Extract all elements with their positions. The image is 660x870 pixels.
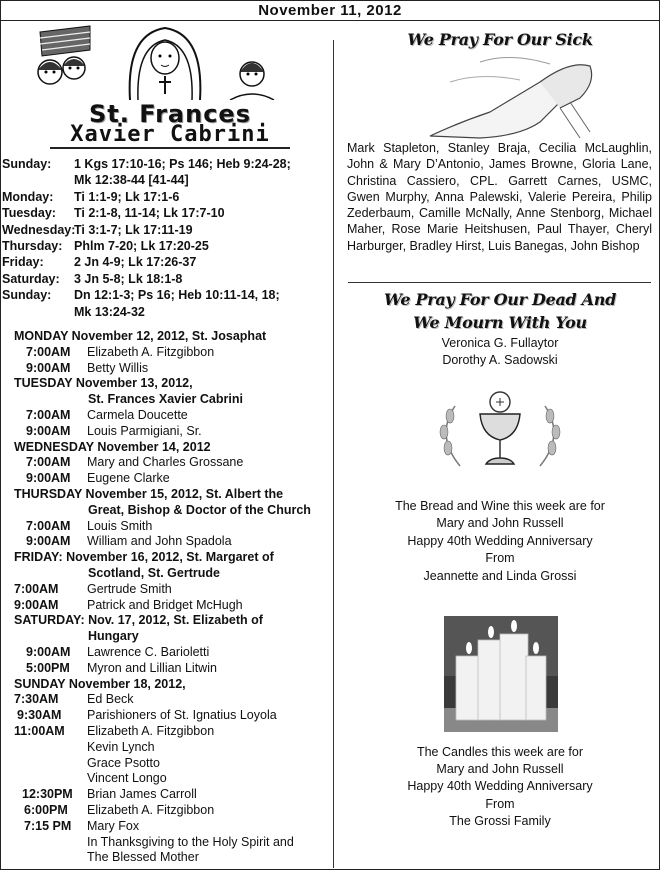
mass-entry — [14, 408, 332, 424]
reading-text: 2 Jn 4-9; Lk 17:26-37 — [74, 255, 197, 270]
mass-intention: Vincent Longo — [87, 771, 167, 786]
dedication-line: Happy 40th Wedding Anniversary — [407, 533, 593, 548]
reading-day: Saturday: — [2, 271, 60, 286]
mass-time: 9:30AM — [17, 708, 62, 723]
mass-entry — [14, 598, 332, 614]
reading-day: Sunday: — [2, 157, 52, 171]
reading-day: Tuesday: — [2, 206, 56, 221]
mass-time: 11:00AM — [14, 723, 65, 738]
sick-names-list: Mark Stapleton, Stanley Braja, Cecilia McLaughlin, John & Mary D’Antonio, James Browne, Gloria Lane, Christina Cassiero, CPL. Garrett Carnes, USMC, Gwen Murphy, Anna Palewski, Valerie Pereira, Philip Zederbaum, Camille McNally, Anne Stenborg, Michael Maher, Rose Marie Heitshusen, Paul Thayer, Cheryl Harburger, Bradley Hirst, Luis Banegas, John Bishop — [347, 141, 652, 253]
mass-time: 7:00AM — [14, 581, 59, 596]
logo-underline — [50, 147, 290, 149]
reading-text: Mk 12:38-44 [41-44] — [74, 173, 189, 188]
reading-row — [2, 156, 332, 189]
mass-day-heading: THURSDAY November 15, 2012, St. Albert the Great, Bishop & Doctor of the Church — [14, 486, 311, 517]
reading-row — [2, 238, 332, 254]
mass-entry — [14, 708, 332, 724]
reading-row — [2, 271, 332, 287]
mass-entry — [14, 692, 332, 708]
mass-intention: Lawrence C. Barioletti — [87, 644, 210, 659]
column-divider — [333, 40, 334, 868]
mass-intention: Gertrude Smith — [87, 581, 172, 596]
mass-day-heading: FRIDAY: November 16, 2012, St. Margaret of Scotland, St. Gertrude — [14, 550, 274, 580]
reading-text: 1 Kgs 17:10-16; Ps 146; Heb 9:24-28; — [74, 157, 291, 171]
dedication-line: Mary and John Russell — [436, 516, 564, 531]
reading-text: 3 Jn 5-8; Lk 18:1-8 — [74, 271, 183, 286]
mass-time: 9:00AM — [26, 423, 71, 438]
mass-intention: Ed Beck — [87, 692, 134, 707]
mass-entry — [14, 661, 332, 677]
mass-time: 7:00AM — [26, 407, 71, 422]
dead-heading-line1: We Pray For Our Dead And — [383, 290, 617, 309]
mass-entry — [14, 724, 332, 740]
mass-entry — [14, 803, 332, 819]
bread-and-wine-dedication — [340, 498, 660, 585]
mass-time: 9:00AM — [26, 360, 71, 375]
mass-time: 12:30PM — [22, 787, 73, 802]
dedication-line: From — [485, 796, 515, 811]
mass-time: 7:00AM — [26, 455, 71, 470]
mass-day-heading: SUNDAY November 18, 2012, — [14, 676, 186, 691]
dedication-line: The Candles this week are for — [416, 745, 584, 759]
dedication-line: The Bread and Wine this week are for — [395, 499, 605, 513]
mass-intention: Brian James Carroll — [87, 787, 197, 802]
mass-time: 7:00AM — [26, 344, 71, 359]
mass-time: 7:30AM — [14, 692, 59, 707]
logo-title-line1: St. Frances — [89, 100, 251, 128]
mass-schedule — [14, 329, 332, 866]
parish-logo-illustration — [30, 24, 300, 100]
mass-time: 7:00AM — [26, 518, 71, 533]
mass-day-heading: TUESDAY November 13, 2012, St. Frances Xavier Cabrini — [14, 376, 243, 407]
mass-intention: Elizabeth A. Fitzgibbon — [87, 723, 215, 738]
mass-intention: William and John Spadola — [87, 534, 232, 549]
mass-time: 5:00PM — [26, 660, 70, 675]
reading-day: Friday: — [2, 255, 44, 270]
reading-text: Dn 12:1-3; Ps 16; Heb 10:11-14, 18; — [74, 288, 280, 303]
reading-text: Ti 3:1-7; Lk 17:11-19 — [74, 222, 193, 237]
mass-intention: Patrick and Bridget McHugh — [87, 597, 243, 612]
dead-heading-line2: We Mourn With You — [413, 313, 587, 332]
mass-entry — [14, 519, 332, 535]
mass-time: 9:00AM — [26, 644, 71, 659]
sick-heading: We Pray For Our Sick — [407, 30, 593, 49]
mass-intention: Parishioners of St. Ignatius Loyola — [87, 708, 277, 723]
reading-row — [2, 189, 332, 205]
dedication-line: The Grossi Family — [449, 813, 551, 828]
mass-intention: The Blessed Mother — [87, 850, 199, 865]
reading-row — [2, 205, 332, 221]
praying-hands-illustration — [420, 52, 600, 140]
reading-text: Phlm 7-20; Lk 17:20-25 — [74, 239, 209, 254]
chalice-wreath-illustration — [430, 386, 570, 478]
mass-entry — [14, 645, 332, 661]
mass-entry — [14, 582, 332, 598]
mass-time: 7:15 PM — [24, 818, 72, 833]
reading-text: Ti 1:1-9; Lk 17:1-6 — [74, 189, 180, 204]
dedication-line: Jeannette and Linda Grossi — [423, 568, 577, 583]
mass-intention: Elizabeth A. Fitzgibbon — [87, 802, 215, 817]
mass-time: 9:00AM — [14, 597, 59, 612]
reading-row — [2, 254, 332, 270]
dedication-line: Happy 40th Wedding Anniversary — [407, 779, 593, 794]
mass-intention: Mary Fox — [87, 818, 140, 833]
deceased-name: Veronica G. Fullaytor — [441, 336, 559, 350]
mass-intention: In Thanksgiving to the Holy Spirit and — [87, 834, 294, 849]
mass-intention: Myron and Lillian Litwin — [87, 660, 217, 675]
reading-day: Monday: — [2, 189, 54, 204]
candles-dedication — [340, 744, 660, 830]
mass-intention: Elizabeth A. Fitzgibbon — [87, 344, 215, 359]
mass-day-heading: WEDNESDAY November 14, 2012 — [14, 439, 211, 454]
mass-intention: Mary and Charles Grossane — [87, 455, 244, 470]
bulletin-date: November 11, 2012 — [258, 2, 402, 19]
header-rule — [0, 20, 660, 21]
deceased-name: Dorothy A. Sadowski — [442, 352, 558, 367]
dedication-line: From — [485, 551, 515, 566]
mass-intention: Eugene Clarke — [87, 471, 170, 486]
mass-intention: Carmela Doucette — [87, 407, 188, 422]
reading-day: Wednesday: — [2, 222, 76, 237]
mass-entry — [14, 819, 332, 835]
logo-title-line2: Xavier Cabrini — [70, 122, 270, 147]
mass-entry — [14, 361, 332, 377]
mass-time: 6:00PM — [24, 802, 68, 817]
mass-intention: Louis Parmigiani, Sr. — [87, 423, 202, 438]
reading-text: Mk 13:24-32 — [74, 304, 145, 319]
weekly-readings — [2, 156, 332, 320]
mass-intention: Kevin Lynch — [87, 739, 155, 754]
candles-photo — [444, 616, 558, 732]
mass-intention: Louis Smith — [87, 518, 153, 533]
mass-time: 9:00AM — [26, 534, 71, 549]
mass-day-heading: SATURDAY: Nov. 17, 2012, St. Elizabeth of Hungary — [14, 613, 263, 644]
mass-time: 9:00AM — [26, 471, 71, 486]
mass-entry — [14, 471, 332, 487]
mass-entry — [14, 534, 332, 550]
reading-day: Sunday: — [2, 288, 52, 303]
section-rule — [348, 282, 651, 283]
dedication-line: Mary and John Russell — [436, 762, 564, 777]
mass-entry — [14, 424, 332, 440]
reading-day: Thursday: — [2, 239, 63, 254]
mass-day-heading: MONDAY November 12, 2012, St. Josaphat — [14, 329, 267, 343]
mass-entry — [14, 345, 332, 361]
reading-row — [2, 287, 332, 320]
mass-intention: Grace Psotto — [87, 755, 160, 770]
mass-entry — [14, 787, 332, 803]
deceased-names — [340, 335, 660, 368]
mass-intention: Betty Willis — [87, 360, 149, 375]
mass-entry — [14, 455, 332, 471]
reading-text: Ti 2:1-8, 11-14; Lk 17:7-10 — [74, 206, 225, 221]
reading-row — [2, 222, 332, 238]
